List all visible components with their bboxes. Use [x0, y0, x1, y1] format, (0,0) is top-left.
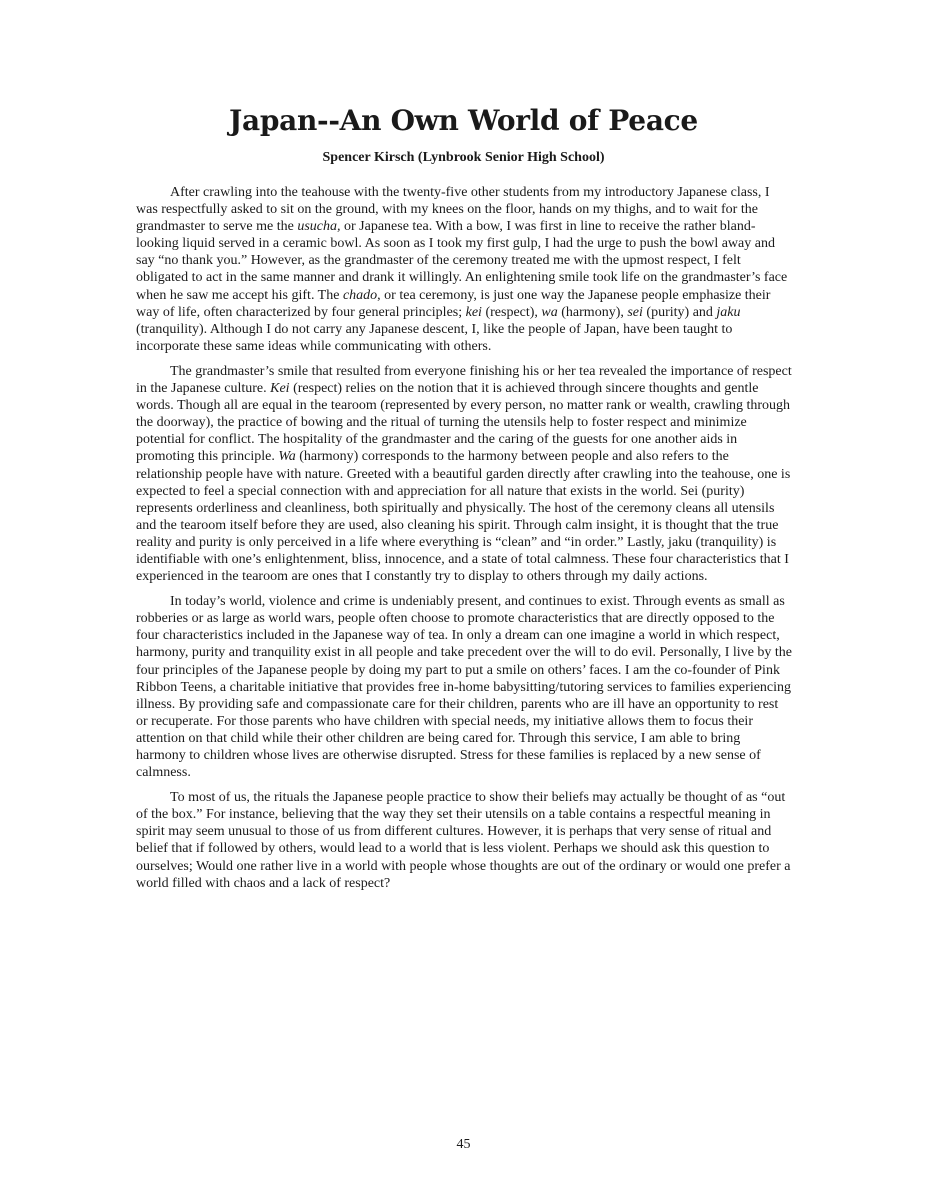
text-run: (purity) and: [642, 304, 717, 320]
essay-body: [136, 184, 792, 900]
text-run: (tranquility). Although I do not carry any Japanese descent, I, like the people of Japan, have been taught to incorporate these same ideas while communicating with others.: [136, 321, 733, 354]
text-run: After crawling into the teahouse with the twenty-five other students from my introductory Japanese class, I was respectfully asked to sit on the ground, with my knees on the floor, hands on my thighs, and to wait for the grandmaster to serve me the: [136, 185, 770, 235]
italic-term: Wa: [278, 449, 296, 465]
paragraph: [136, 363, 792, 585]
paragraph: [136, 184, 792, 355]
text-run: (harmony) corresponds to the harmony between people and also refers to the relationship people have with nature. Greeted with a beautiful garden directly after crawling into the teahouse, one is expected to feel a special connection with and appreciation for all nature that exists in the world. Sei (purity) represents orderliness and cleanliness, both spiritually and physically. The host of the ceremony cleans all utensils and the tearoom itself before they are used, also cleaning his spirit. Through calm insight, it is thought that the true reality and purity is only perceived in a life where everything is “clean” and “in order.” Lastly, jaku (tranquility) is identifiable with one’s enlightenment, bliss, innocence, and a state of total calmness. These four characteristics that I experienced in the tearoom are ones that I constantly try to display to others through my daily actions.: [136, 449, 791, 585]
italic-term: usucha,: [297, 219, 341, 235]
italic-term: Kei: [270, 381, 290, 397]
italic-term: kei: [465, 304, 482, 320]
paragraph: [136, 593, 792, 781]
text-run: or Japanese tea. With a bow, I was first in line to receive the rather bland-looking liquid served in a ceramic bowl. As soon as I took my first gulp, I had the urge to push the bowl away and say “no thank you.” However, as the grandmaster of the ceremony treated me with the upmost respect, I felt obligated to act in the same manner and drank it willingly. An enlightening smile took life on the grandmaster’s face when he saw me accept his gift. The: [136, 219, 788, 303]
text-run: To most of us, the rituals the Japanese people practice to show their beliefs may actually be thought of as “out of the box.” For instance, believing that the way they set their utensils on a table contains a respectful meaning in spirit may seem unusual to those of us from different cultures. However, it is perhaps that very sense of ritual and belief that if followed by others, would lead to a world that is less violent. Perhaps we should ask this question to ourselves; Would one rather live in a world with people whose thoughts are out of the ordinary or would one prefer a world filled with chaos and a lack of respect?: [136, 790, 791, 891]
author-line: Spencer Kirsch (Lynbrook Senior High School): [322, 150, 605, 165]
text-run: (harmony),: [557, 304, 628, 320]
paragraph: [136, 789, 792, 892]
text-run: (respect),: [481, 304, 542, 320]
text-run: The grandmaster’s smile that resulted from everyone finishing his or her tea revealed the importance of respect in the Japanese culture.: [136, 363, 792, 397]
italic-term: wa: [541, 304, 558, 320]
essay-title: Japan--An Own World of Peace: [229, 104, 698, 137]
italic-term: chado: [342, 287, 378, 303]
text-run: , or tea ceremony, is just one way the Japanese people emphasize their way of life, often characterized by four general principles;: [136, 287, 771, 320]
page-number: 45: [456, 1137, 471, 1152]
italic-term: sei: [627, 304, 643, 320]
text-run: In today’s world, violence and crime is undeniably present, and continues to exist. Through events as small as robberies or as large as world wars, people often choose to promote characteristics that are directly opposed to the four characteristics included in the Japanese way of tea. In only a dream can one imagine a world in which respect, harmony, purity and tranquility exist in all people and take precedent over the will to do evil. Personally, I live by the four principles of the Japanese people by doing my part to put a smile on others’ faces. I am the co-founder of Pink Ribbon Teens, a charitable initiative that provides free in-home babysitting/tutoring services to families experiencing illness. By providing safe and compassionate care for their children, parents who are ill have an opportunity to rest or recuperate. For those parents who have children with special needs, my initiative allows them to focus their attention on that child while their other children are being cared for. Through this service, I am able to bring harmony to children whose lives are otherwise disrupted. Stress for these families is replaced by a new sense of calmness.: [136, 594, 793, 781]
italic-term: jaku: [716, 304, 741, 320]
text-run: (respect) relies on the notion that it is achieved through sincere thoughts and gentle words. Though all are equal in the tearoom (represented by every person, no matter rank or wealth, crawling through the doorway), the practice of bowing and the ritual of turning the utensils help to foster respect and minimize potential for conflict. The hospitality of the grandmaster and the caring of the guests for one another aids in promoting this principle.: [136, 381, 791, 465]
